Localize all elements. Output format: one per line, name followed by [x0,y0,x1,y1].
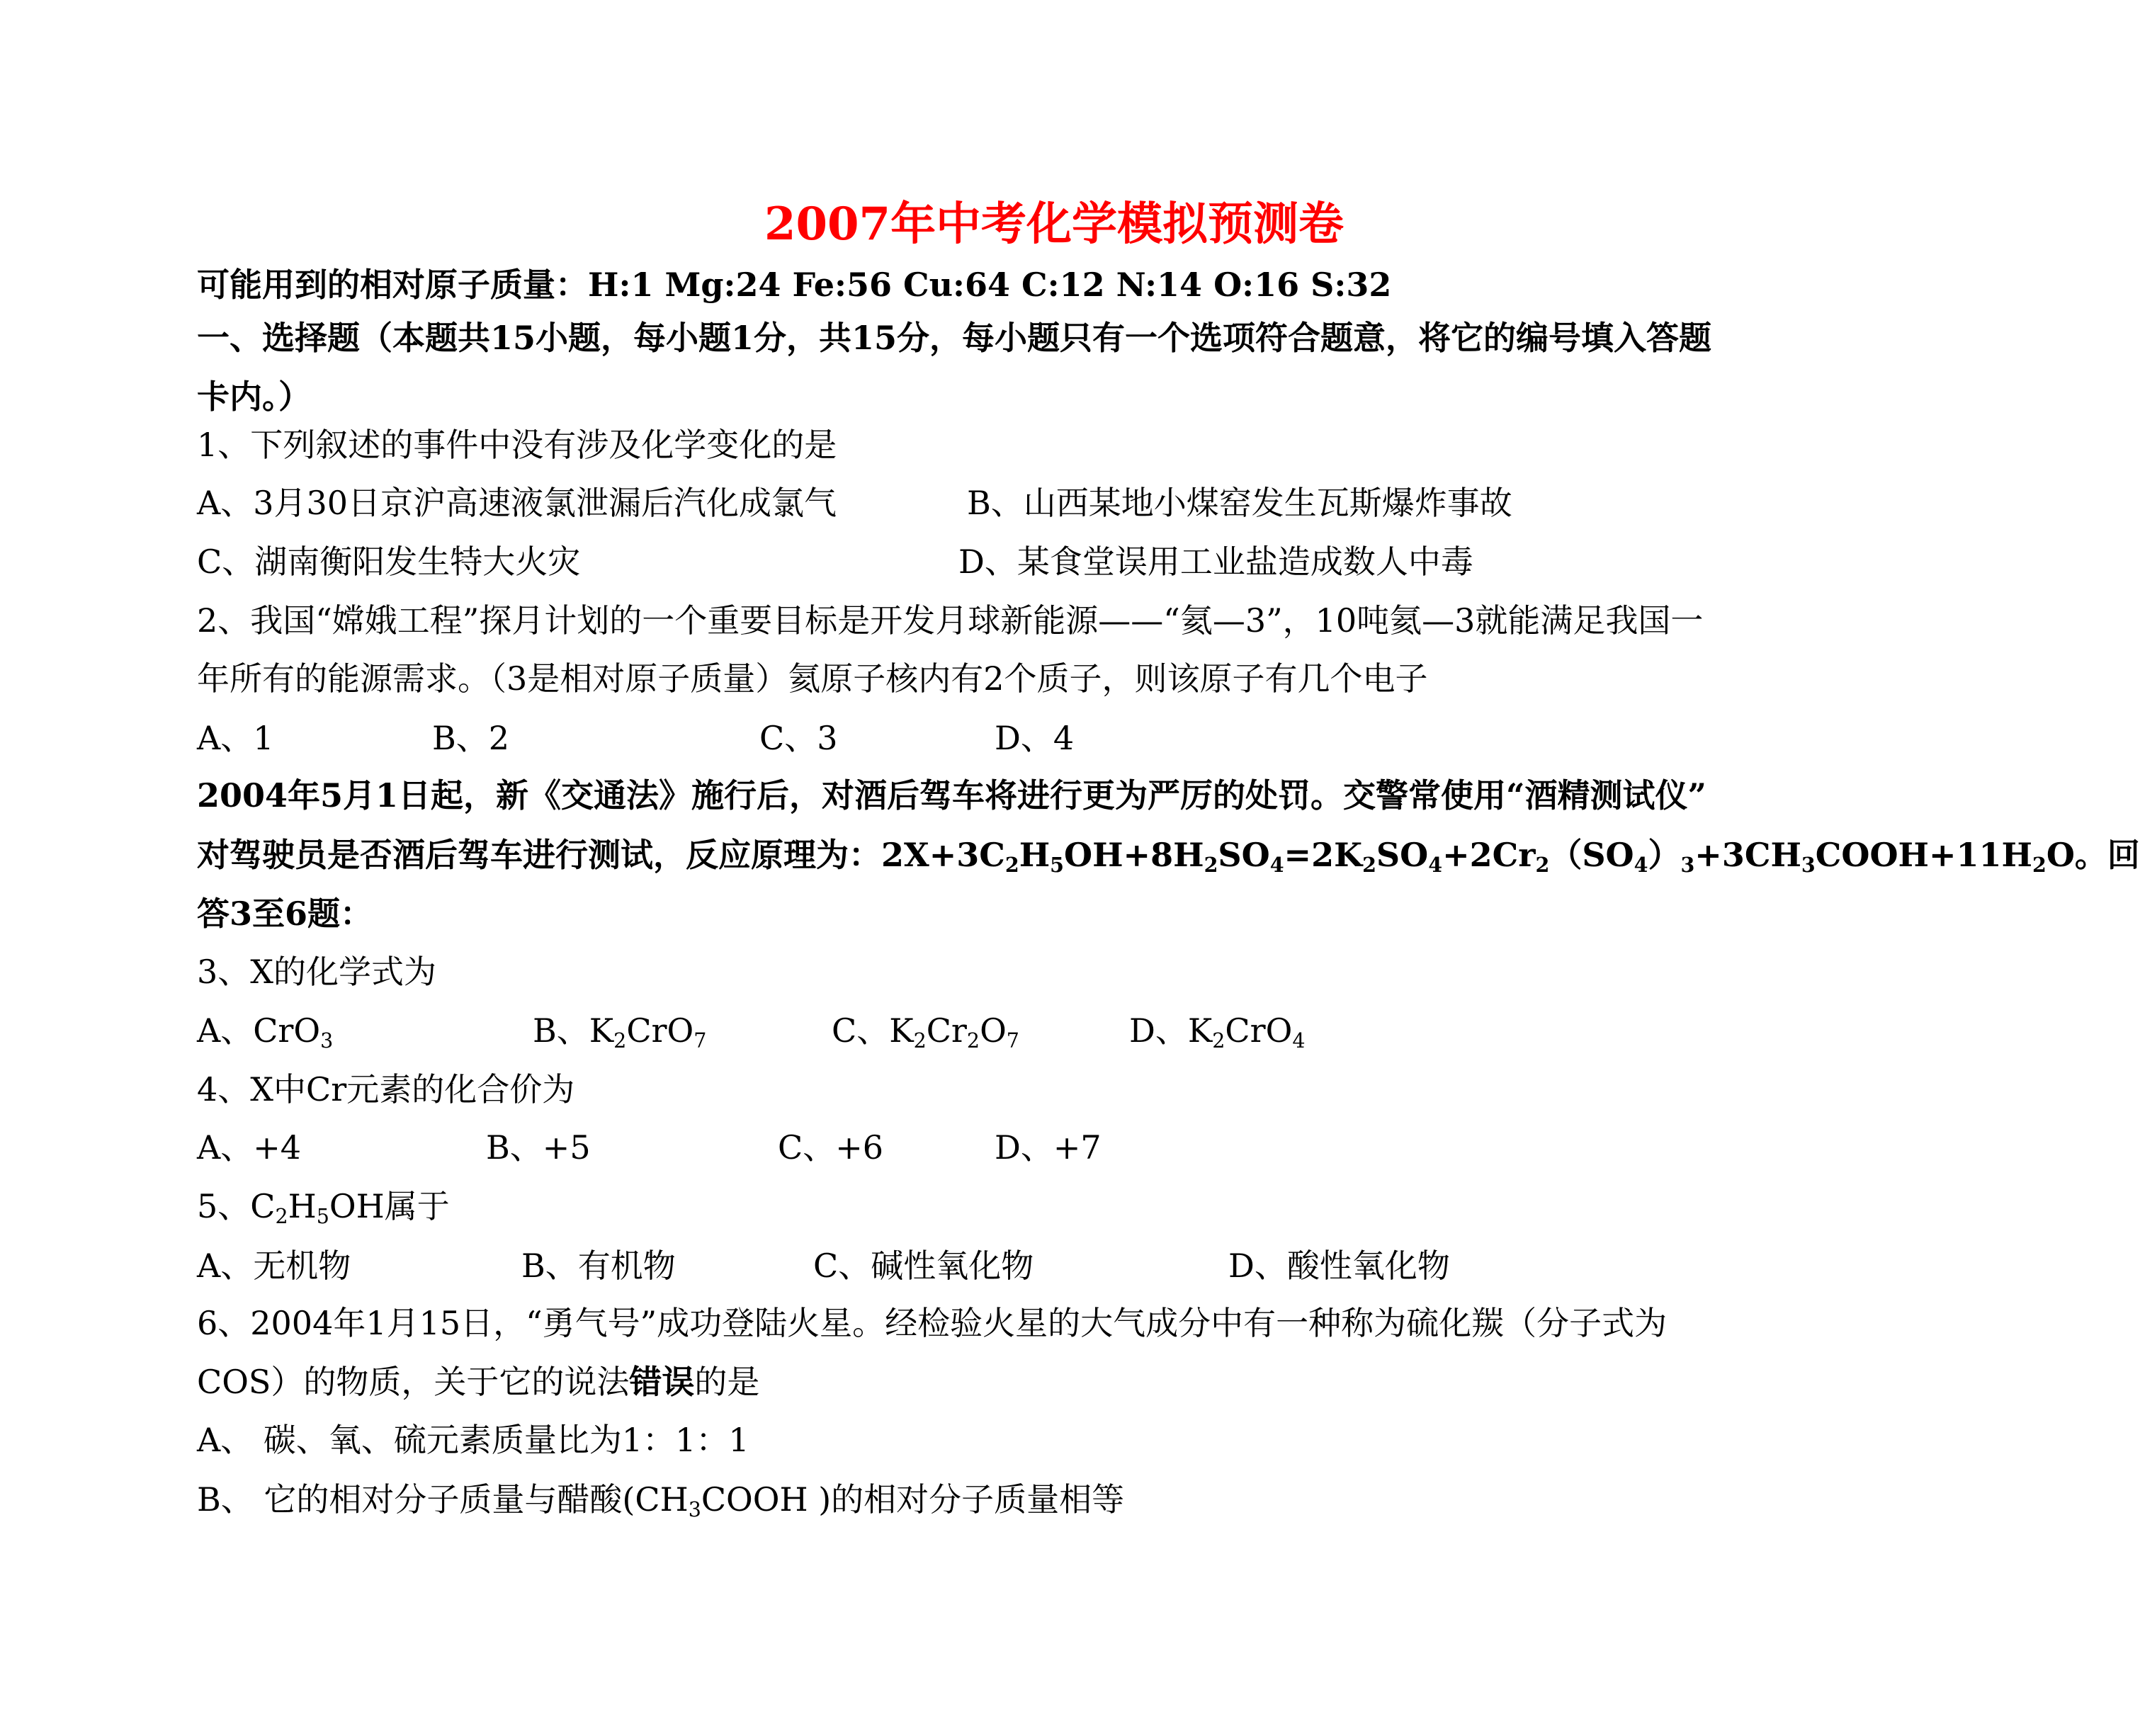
q3-option-b: B、$K_2CrO_7$ [533,1011,707,1053]
q2-line2: 年所有的能源需求。（3是相对原子质量）氦原子核内有2个质子，则该原子有几个电子 [197,659,1428,698]
page-title: 2007年中考化学模拟预测卷 [764,198,1344,251]
q2-option-a: A、1 [197,719,274,757]
q2-option-c: C、3 [759,719,838,757]
q6-option-b: B、 它的相对分子质量与醋酸($CH_3COOH$ )的相对分子质量相等 [197,1480,1125,1521]
q3-stem: 3、X的化学式为 [197,953,437,991]
q5-option-b: B、有机物 [521,1247,676,1285]
q6-emphasis: 错误 [629,1363,695,1401]
q3-option-a: A、CrO$_3$ [197,1011,334,1053]
q5-option-c: C、碱性氧化物 [813,1247,1034,1285]
q4-stem: 4、X中Cr元素的化合价为 [197,1070,575,1108]
q3-option-d: D、$K_2CrO_4$ [1129,1011,1306,1053]
passage-line2-text: 对驾驶员是否酒后驾车进行测试，反应原理为： [197,836,881,874]
q2-option-b: B、2 [432,719,510,757]
passage-line1: 2004年5月1日起，新《交通法》施行后，对酒后驾车将进行更为严厉的处罚。交警常使用“酒精测试仪” [197,776,1706,815]
q5-option-d: D、酸性氧化物 [1228,1247,1450,1285]
q5-option-a: A、无机物 [197,1247,351,1285]
passage-line3: 答3至6题： [197,895,373,933]
q6-option-a: A、 碳、氧、硫元素质量比为1：1：1 [197,1421,749,1459]
atomic-masses-line: 可能用到的相对原子质量：H:1 Mg:24 Fe:56 Cu:64 C:12 N:14 O:16 S:32 [197,266,1392,304]
section-heading-line1: 一、选择题（本题共15小题，每小题1分，共15分，每小题只有一个选项符合题意，将它的编号填入答题 [197,319,1712,357]
q1-option-d: D、某食堂误用工业盐造成数人中毒 [958,543,1473,581]
q4-option-b: B、+5 [486,1128,591,1167]
q6-line2: COS）的物质，关于它的说法错误的是 [197,1363,760,1401]
q3-option-c: C、$K_2Cr_2O_7$ [832,1011,1019,1053]
q2-line1: 2、我国“嫦娥工程”探月计划的一个重要目标是开发月球新能源——“氦—3”，10吨氦—3就能满足我国一 [197,601,1704,640]
q1-stem: 1、下列叙述的事件中没有涉及化学变化的是 [197,426,837,464]
q6-line1: 6、2004年1月15日，“勇气号”成功登陆火星。经检验火星的大气成分中有一种称为硫化羰（分子式为 [197,1304,1668,1342]
q2-option-d: D、4 [995,719,1075,757]
passage-line2 [197,834,2140,876]
q1-option-c: C、湖南衡阳发生特大火灾 [197,543,581,581]
reaction-equation: $2X+3C_2H_5OH+8H_2SO_4=2K_2SO_4+2Cr_2(SO_4)_3+3CH_3COOH+11H_2O$。回 [881,836,2140,877]
q5-stem: 5、$C_2H_5OH$属于 [197,1187,450,1228]
q4-option-a: A、+4 [197,1128,302,1167]
q4-option-c: C、+6 [778,1128,884,1167]
q1-option-a: A、3月30日京沪高速液氯泄漏后汽化成氯气 [197,484,837,522]
q1-option-b: B、山西某地小煤窑发生瓦斯爆炸事故 [967,484,1512,522]
q4-option-d: D、+7 [995,1128,1102,1167]
section-heading-line2: 卡内。） [197,378,311,416]
